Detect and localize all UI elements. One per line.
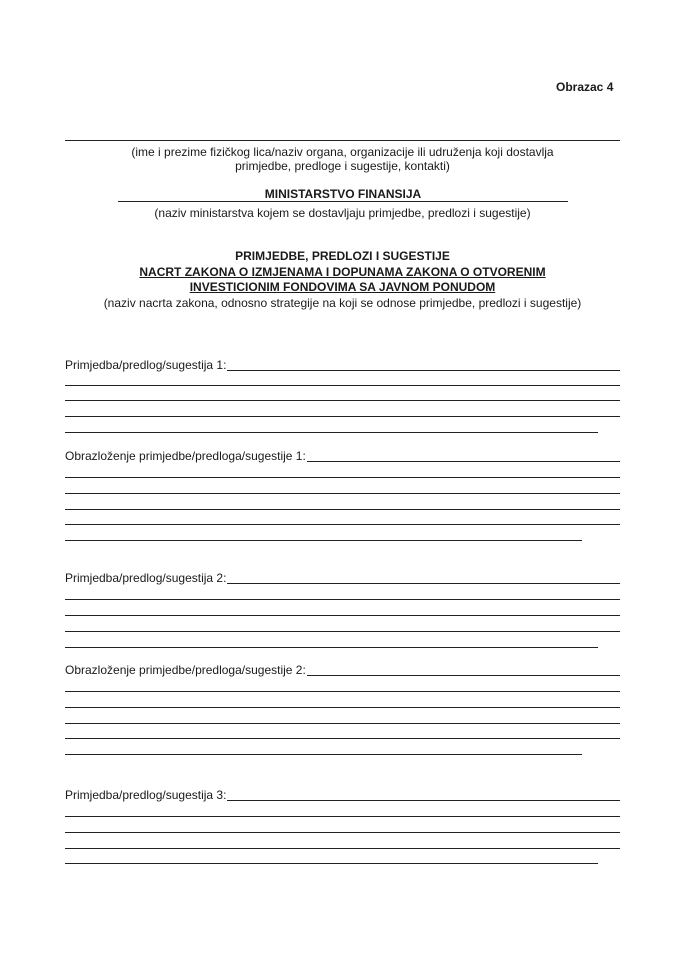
rule-line	[65, 524, 620, 525]
rule-line	[65, 691, 620, 692]
rule-line	[65, 493, 620, 494]
rule-line	[65, 599, 620, 600]
law-title	[65, 265, 620, 295]
submitter-caption	[65, 145, 620, 173]
rule-line	[65, 631, 620, 632]
law-title-line-2: INVESTICIONIM FONDOVIMA SA JAVNOM PONUDOM	[189, 280, 496, 294]
rule-line	[65, 416, 620, 417]
rule-line	[65, 400, 620, 401]
ministry-line	[118, 201, 568, 202]
rule-line	[65, 816, 620, 817]
field-label: Obrazloženje primjedbe/predloga/sugestije 1:	[65, 449, 306, 463]
law-caption: (naziv nacrta zakona, odnosno strategije na koji se odnose primjedbe, predlozi i sugestije)	[103, 296, 582, 310]
submitter-line[interactable]	[65, 140, 620, 141]
rule-line	[65, 385, 620, 386]
law-title-line-1: NACRT ZAKONA O IZMJENAMA I DOPUNAMA ZAKONA O OTVORENIM	[139, 265, 546, 279]
rule-line	[65, 477, 620, 478]
rule-line	[65, 848, 620, 849]
section-heading: PRIMJEDBE, PREDLOZI I SUGESTIJE	[235, 249, 450, 263]
rule-line	[65, 540, 582, 541]
rule-line	[65, 707, 620, 708]
ministry-name: MINISTARSTVO FINANSIJA	[264, 187, 422, 201]
rule-line	[65, 754, 582, 755]
ministry-caption: (naziv ministarstva kojem se dostavljaju primjedbe, predlozi i sugestije)	[154, 206, 531, 220]
field-label: Obrazloženje primjedbe/predloga/sugestije 2:	[65, 663, 306, 677]
rule-line	[65, 432, 598, 433]
submitter-caption-line-2: primjedbe, predloge i sugestije, kontakti)	[235, 159, 450, 173]
rule-line	[65, 863, 598, 864]
submitter-caption-line-1: (ime i prezime fizičkog lica/naziv organa, organizacije ili udruženja koji dostavlja	[131, 145, 554, 159]
field-label: Primjedba/predlog/sugestija 2:	[65, 571, 227, 585]
field-label: Primjedba/predlog/sugestija 1:	[65, 358, 227, 372]
rule-line	[65, 832, 620, 833]
field-label: Primjedba/predlog/sugestija 3:	[65, 788, 227, 802]
rule-line	[65, 738, 620, 739]
rule-line	[65, 647, 598, 648]
rule-line	[65, 723, 620, 724]
rule-line	[65, 509, 620, 510]
rule-line	[65, 615, 620, 616]
form-number: Obrazac 4	[556, 80, 614, 94]
